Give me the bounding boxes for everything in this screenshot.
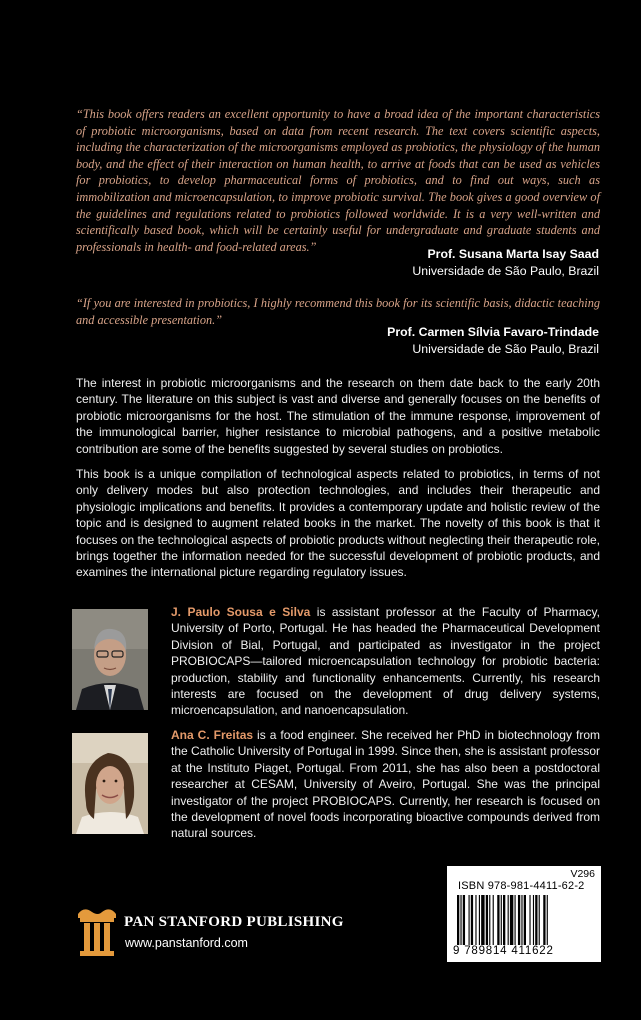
barcode-bar bbox=[481, 895, 484, 945]
barcode-bar bbox=[535, 895, 537, 945]
author-photo-freitas bbox=[72, 733, 148, 834]
barcode-bar bbox=[479, 895, 480, 945]
isbn-number: ISBN 978-981-4411-62-2 bbox=[458, 880, 585, 892]
description-paragraph-2: This book is a unique compilation of technological aspects related to probiotics, in terms of not only delivery modes but also protection technologies, and includes their therapeutic and physiologic implications and benefits. It provides a contemporary update and holistic review of the topic and is designed to augment related books in the market. The novelty of this book is that it focuses on the technological aspects of probiotic products without neglecting their therapeutic role, brings together the information needed for the successful development of probiotic products, and examines the international picture regarding regulatory issues. bbox=[76, 467, 600, 580]
barcode-bar bbox=[524, 895, 526, 945]
author-bio-silva bbox=[171, 604, 600, 719]
barcode-bar bbox=[469, 895, 470, 945]
barcode-bar bbox=[497, 895, 499, 945]
description-paragraph-1: The interest in probiotic microorganisms and the research on them date back to the early 20th century. The literature on this subject is vast and diverse and generally focuses on the benefits of probiotic microorganisms for the host. The stimulation of the immune response, improvement of the immunological barrier, higher resistance to microbial pathogens, and a positive metabolic contribution are some of the benefits suggested by several studies on probiotics. bbox=[76, 376, 600, 456]
author-text-silva: is assistant professor at the Faculty of Pharmacy, University of Porto, Portugal. He has headed the Pharmaceutical Development Division of Bial, Portugal, and participated as investigator in the project PROBIOCAPS—tailored microencapsulation technology for probiotic bacteria: production, stability and functionality enhancements. Currently, his research interests are focused on the development of drug delivery systems, microencapsulation, and nanoencapsulation. bbox=[171, 605, 600, 718]
barcode-bar bbox=[547, 895, 548, 945]
publisher-logo-icon bbox=[76, 906, 118, 963]
barcode-bar bbox=[539, 895, 540, 945]
barcode-bar bbox=[508, 895, 509, 945]
barcode-bar bbox=[515, 895, 516, 945]
barcode-bar bbox=[457, 895, 459, 945]
review-quote-1: “This book offers readers an excellent opportunity to have a broad idea of the important characteristics of probiotic microorganisms, based on data from recent research. The text covers scientific aspects, including the characterization of the microorganisms employed as probiotics, the physiology of the human body, and the effect of their interaction on human health, to arrive at foods that can be used as vehicles for probiotics, to develop pharmaceutical forms of probiotics, and to find out ways, such as immobilization and microencapsulation, to improve probiotic survival. The book gives a good overview of the guidelines and regulations related to probiotics followed worldwide. It is a very well-written and scientifically based book, which will be certainly useful for undergraduate and graduate students and professionals in health- and food-related areas.” bbox=[76, 107, 600, 254]
author-name-silva: J. Paulo Sousa e Silva bbox=[171, 605, 311, 619]
barcode-bar bbox=[543, 895, 545, 945]
review-author-1: Prof. Susana Marta Isay Saad bbox=[427, 247, 599, 261]
review-institution-1: Universidade de São Paulo, Brazil bbox=[412, 264, 599, 278]
review-author-2: Prof. Carmen Sílvia Favaro-Trindade bbox=[387, 325, 599, 339]
barcode-bar bbox=[533, 895, 534, 945]
barcode-bar bbox=[475, 895, 476, 945]
barcode-bar bbox=[503, 895, 505, 945]
barcode-bars bbox=[455, 895, 593, 945]
barcode-bar bbox=[463, 895, 465, 945]
isbn-barcode bbox=[447, 866, 601, 962]
publisher-url: www.panstanford.com bbox=[125, 936, 248, 950]
barcode-code: V296 bbox=[570, 868, 595, 880]
barcode-bar bbox=[501, 895, 502, 945]
barcode-bar bbox=[471, 895, 473, 945]
barcode-bar bbox=[493, 895, 494, 945]
author-text-freitas: is a food engineer. She received her PhD in biotechnology from the Catholic University of Portugal in 1999. Since then, she is assistant professor at the Instituto Piaget, Portugal. From 2011, she has also been a postdoctoral researcher at CESAM, University of Aveiro, Portugal. She was the principal investigator of the project PROBIOCAPS. Currently, her research is focused on the development of novel foods incorporating bioactive compounds derived from natural sources. bbox=[171, 728, 600, 841]
review-institution-2: Universidade de São Paulo, Brazil bbox=[412, 342, 599, 356]
barcode-bar bbox=[521, 895, 522, 945]
author-bio-freitas bbox=[171, 727, 600, 842]
publisher-name: PAN STANFORD PUBLISHING bbox=[124, 914, 344, 930]
barcode-bar bbox=[460, 895, 461, 945]
review-quote-2: “If you are interested in probiotics, I highly recommend this book for its scientific basis, didactic teaching and accessible presentation.” bbox=[76, 296, 600, 327]
barcode-bar bbox=[510, 895, 513, 945]
barcode-digits: 9 789814 411622 bbox=[453, 945, 554, 957]
author-photo-silva bbox=[72, 609, 148, 710]
barcode-bar bbox=[489, 895, 490, 945]
author-name-freitas: Ana C. Freitas bbox=[171, 728, 254, 742]
barcode-bar bbox=[486, 895, 488, 945]
barcode-bar bbox=[529, 895, 530, 945]
barcode-bar bbox=[518, 895, 520, 945]
